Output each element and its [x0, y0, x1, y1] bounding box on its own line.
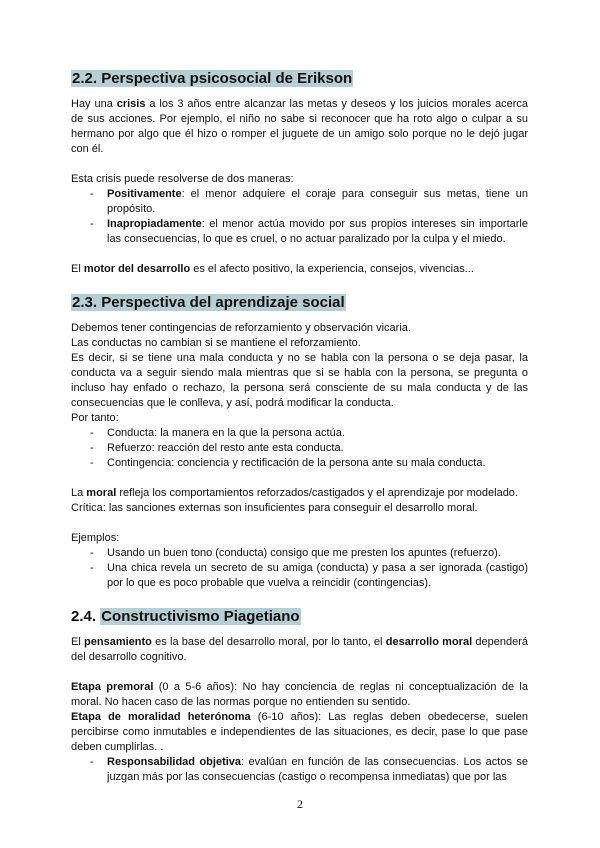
bold-term: crisis [116, 98, 146, 110]
paragraph-premoral: Etapa premoral (0 a 5-6 años): No hay conciencia de reglas ni conceptualización de la moral. No hacen caso de las normas porque no entienden su sentido. [71, 681, 528, 708]
page-number: 2 [297, 797, 303, 811]
line: Ejemplos: [71, 532, 120, 544]
section-title: Perspectiva del aprendizaje social [101, 294, 345, 311]
list-item: - Una chica revela un secreto de su amiga (conducta) y pasa a ser ignorada (castigo) por lo que es poco probable que vuelva a reincidir (contingencias). [71, 561, 528, 591]
section-heading-piaget [71, 607, 528, 627]
list-item: - Contingencia: conciencia y rectificación de la persona ante su mala conducta. [71, 456, 528, 471]
paragraph-heteronoma: Etapa de moralidad heterónoma (6-10 años): Las reglas deben obedecerse, suelen percibirse como inmutables e independientes de las situaciones, es decir, pase lo que pase deben cumplirlas. . [71, 711, 528, 753]
list-item: - Usando un buen tono (conducta) consigo que me presten los apuntes (refuerzo). [71, 546, 528, 561]
bold-term: moral [86, 487, 117, 499]
paragraph-pensamiento: El pensamiento es la base del desarrollo moral, por lo tanto, el desarrollo moral dependerá del desarrollo cognitivo. [71, 636, 528, 663]
list-item: - Refuerzo: reacción del resto ante esta conducta. [71, 441, 528, 456]
bold-term: desarrollo moral [385, 636, 473, 648]
section-number: 2.2. [72, 70, 98, 87]
document-page [71, 69, 528, 785]
section-heading-aprendizaje [71, 293, 528, 313]
bold-term: Etapa premoral [71, 681, 154, 693]
list-terms [71, 426, 528, 471]
paragraph-resolution: Esta crisis puede resolverse de dos maneras: [71, 173, 294, 185]
paragraph-es-decir: Es decir, si se tiene una mala conducta y no se habla con la persona o se deja pasar, la conducta va a seguir siendo mala mientras que si se habla con la persona, se pregunta o incluso hay enfado o rechazo, la persona será consciente de su mala conducta y de las consecuencias que le conlleva, y así, podrá modificar la conducta. [71, 352, 528, 409]
section-title: Perspectiva psicosocial de Erikson [101, 70, 353, 87]
line: Las conductas no cambian si se mantiene el reforzamiento. [71, 337, 361, 349]
bold-term: pensamiento [84, 636, 152, 648]
bold-term: Etapa de moralidad heterónoma [71, 711, 251, 723]
list-item: - Conducta: la manera en la que la persona actúa. [71, 426, 528, 441]
list-heteronoma [71, 755, 528, 785]
section-title: Constructivismo Piagetiano [101, 608, 300, 625]
paragraph-moral: La moral refleja los comportamientos reforzados/castigados y el aprendizaje por modelado. [71, 487, 518, 499]
section-number: 2.4. [71, 608, 97, 625]
list-item: - Responsabilidad objetiva: evalúan en función de las consecuencias. Los actos se juzgan más por las consecuencias (castigo o recompensa inmediatas) que por las [71, 755, 528, 785]
section-heading-erikson [71, 69, 528, 89]
list-resolutions [71, 187, 528, 247]
list-examples [71, 546, 528, 591]
bold-term: motor del desarrollo [83, 263, 191, 275]
paragraph-critica: Crítica: las sanciones externas son insuficientes para conseguir el desarrollo moral. [71, 502, 478, 514]
list-item: - Positivamente: el menor adquiere el coraje para conseguir sus metas, tiene un propósito. [71, 187, 528, 217]
line: Por tanto: [71, 412, 119, 424]
section-number: 2.3. [72, 294, 98, 311]
list-item: - Inapropiadamente: el menor actúa movido por sus propios intereses sin importarle las consecuencias, lo que es cruel, o no actuar paralizado por la culpa y el miedo. [71, 217, 528, 247]
paragraph-crisis: Hay una crisis a los 3 años entre alcanzar las metas y deseos y los juicios morales acerca de sus acciones. Por ejemplo, el niño no sabe si reconocer que ha roto algo o culpar a su hermano por algo que él hizo o romper el juguete de un amigo solo porque no le dejó jugar con él. [71, 98, 528, 155]
line: Debemos tener contingencias de reforzamiento y observación vicaria. [71, 322, 411, 334]
paragraph-motor: El motor del desarrollo es el afecto positivo, la experiencia, consejos, vivencias... [71, 263, 474, 275]
